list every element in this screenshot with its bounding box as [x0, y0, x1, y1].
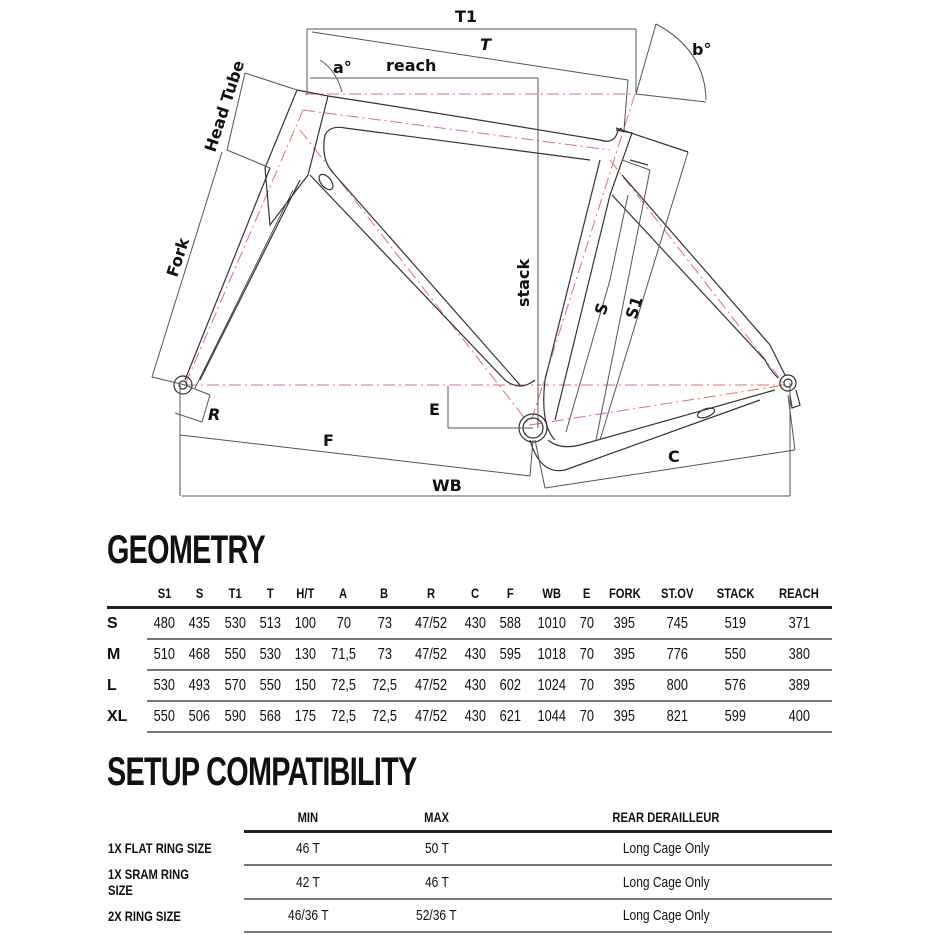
setup-cell-min: 46/36 T	[244, 899, 372, 932]
cell-r: 47/52	[405, 608, 458, 640]
cell-e: 70	[575, 639, 598, 670]
cell-b: 72,5	[364, 670, 405, 701]
geometry-row-xl	[107, 701, 832, 732]
size-label: S	[107, 615, 118, 632]
setup-row-label: 1X SRAM RING SIZE	[108, 866, 189, 898]
cell-reach: 380	[766, 639, 832, 670]
cell-f: 602	[493, 670, 528, 701]
cell-s1: 510	[147, 639, 182, 670]
col-wb: WB	[542, 585, 561, 601]
col-a: A	[339, 585, 348, 601]
setup-compatibility-table	[107, 804, 832, 933]
cell-e: 70	[575, 670, 598, 701]
cell-wb: 1024	[528, 670, 575, 701]
cell-stov: 821	[651, 701, 704, 732]
setup-header-row	[107, 804, 832, 832]
setup-row	[107, 899, 832, 932]
cell-t1: 570	[217, 670, 252, 701]
cell-b: 73	[364, 639, 405, 670]
cell-s: 506	[182, 701, 217, 732]
setup-cell-rear-derailleur: Long Cage Only	[501, 865, 832, 899]
geometry-table	[107, 580, 832, 733]
setup-cell-min: 46 T	[244, 832, 372, 866]
size-label: M	[107, 645, 121, 663]
col-reach: REACH	[779, 585, 820, 601]
cell-a: 72,5	[323, 701, 364, 732]
cell-stov: 776	[651, 639, 704, 670]
cell-s: 468	[182, 639, 217, 670]
setup-cell-max: 46 T	[372, 865, 500, 899]
setup-compatibility-title: SETUP COMPATIBILITY	[107, 750, 417, 794]
cell-t: 568	[253, 701, 288, 732]
cell-ht: 175	[288, 701, 323, 732]
label-f: F	[323, 431, 334, 450]
dimension-lines	[152, 24, 795, 496]
setup-cell-rear-derailleur: Long Cage Only	[501, 899, 832, 932]
cell-stack: 550	[704, 639, 766, 670]
col-min: MIN	[244, 804, 372, 832]
cell-reach: 389	[766, 670, 832, 701]
label-stack: stack	[514, 258, 533, 307]
cell-reach: 371	[766, 608, 832, 640]
cell-r: 47/52	[405, 639, 458, 670]
cell-e: 70	[575, 701, 598, 732]
cell-stack: 519	[704, 608, 766, 640]
label-s1: S1	[621, 293, 647, 322]
col-fork: FORK	[608, 585, 641, 601]
col-t: T	[266, 585, 274, 601]
cell-c: 430	[458, 639, 493, 670]
cell-s: 435	[182, 608, 217, 640]
setup-cell-rear-derailleur: Long Cage Only	[501, 832, 832, 866]
cell-wb: 1010	[528, 608, 575, 640]
setup-row-label: 1X FLAT RING SIZE	[108, 840, 212, 857]
cell-fork: 395	[599, 701, 651, 732]
cell-reach: 400	[766, 701, 832, 732]
col-stack: STACK	[716, 585, 755, 601]
col-max: MAX	[372, 804, 500, 832]
cell-fork: 395	[599, 608, 651, 640]
cell-c: 430	[458, 608, 493, 640]
label-r: R	[208, 405, 221, 424]
col-f: F	[507, 585, 514, 601]
cell-t: 513	[253, 608, 288, 640]
setup-row	[107, 832, 832, 866]
cell-c: 430	[458, 670, 493, 701]
cell-stov: 800	[651, 670, 704, 701]
label-t1: T1	[455, 7, 478, 26]
cell-stack: 576	[704, 670, 766, 701]
header-blank	[107, 804, 244, 832]
label-t: T	[480, 35, 491, 54]
cell-f: 588	[493, 608, 528, 640]
cell-t1: 530	[217, 608, 252, 640]
cell-a: 70	[323, 608, 364, 640]
geometry-row-m	[107, 639, 832, 670]
cell-f: 595	[493, 639, 528, 670]
geometry-title: GEOMETRY	[107, 528, 265, 572]
cell-e: 70	[575, 608, 598, 640]
col-t1: T1	[228, 585, 242, 601]
cell-s: 493	[182, 670, 217, 701]
col-ht: H/T	[296, 585, 315, 601]
cell-s1: 530	[147, 670, 182, 701]
cell-t1: 550	[217, 639, 252, 670]
label-a-angle: a°	[333, 58, 352, 77]
setup-row-label: 2X RING SIZE	[108, 907, 181, 924]
cell-a: 72,5	[323, 670, 364, 701]
label-wb: WB	[432, 476, 462, 495]
col-s1: S1	[157, 585, 172, 601]
setup-cell-min: 42 T	[244, 865, 372, 899]
cell-r: 47/52	[405, 701, 458, 732]
label-s: S	[590, 300, 613, 318]
cell-t1: 590	[217, 701, 252, 732]
label-head-tube: Head Tube	[200, 58, 249, 155]
col-r: R	[427, 585, 436, 601]
cell-s1: 480	[147, 608, 182, 640]
cell-c: 430	[458, 701, 493, 732]
cell-f: 621	[493, 701, 528, 732]
header-blank	[107, 580, 147, 608]
cell-ht: 150	[288, 670, 323, 701]
col-stov: ST.OV	[661, 585, 694, 601]
cell-t: 530	[253, 639, 288, 670]
label-reach: reach	[386, 56, 437, 75]
setup-cell-max: 52/36 T	[372, 899, 500, 932]
label-e: E	[429, 400, 440, 419]
cell-t: 550	[253, 670, 288, 701]
label-c: C	[668, 447, 680, 466]
cell-fork: 395	[599, 670, 651, 701]
geometry-row-l	[107, 670, 832, 701]
cell-stack: 599	[704, 701, 766, 732]
label-fork: Fork	[162, 235, 194, 280]
cell-r: 47/52	[405, 670, 458, 701]
cell-s1: 550	[147, 701, 182, 732]
geometry-row-s	[107, 608, 832, 640]
setup-cell-max: 50 T	[372, 832, 500, 866]
cell-stov: 745	[651, 608, 704, 640]
cell-ht: 100	[288, 608, 323, 640]
size-label: XL	[107, 707, 128, 725]
cell-wb: 1044	[528, 701, 575, 732]
col-e: E	[583, 585, 591, 601]
cell-b: 72,5	[364, 701, 405, 732]
frame-outline	[174, 90, 800, 471]
col-rear-derailleur: REAR DERAILLEUR	[501, 804, 832, 832]
size-label: L	[107, 676, 117, 694]
col-b: B	[380, 585, 389, 601]
geometry-header-row	[107, 580, 832, 608]
setup-row	[107, 865, 832, 899]
cell-ht: 130	[288, 639, 323, 670]
cell-b: 73	[364, 608, 405, 640]
cell-fork: 395	[599, 639, 651, 670]
col-c: C	[471, 585, 480, 601]
cell-wb: 1018	[528, 639, 575, 670]
cell-a: 71,5	[323, 639, 364, 670]
label-b-angle: b°	[692, 40, 712, 59]
col-s: S	[196, 585, 204, 601]
